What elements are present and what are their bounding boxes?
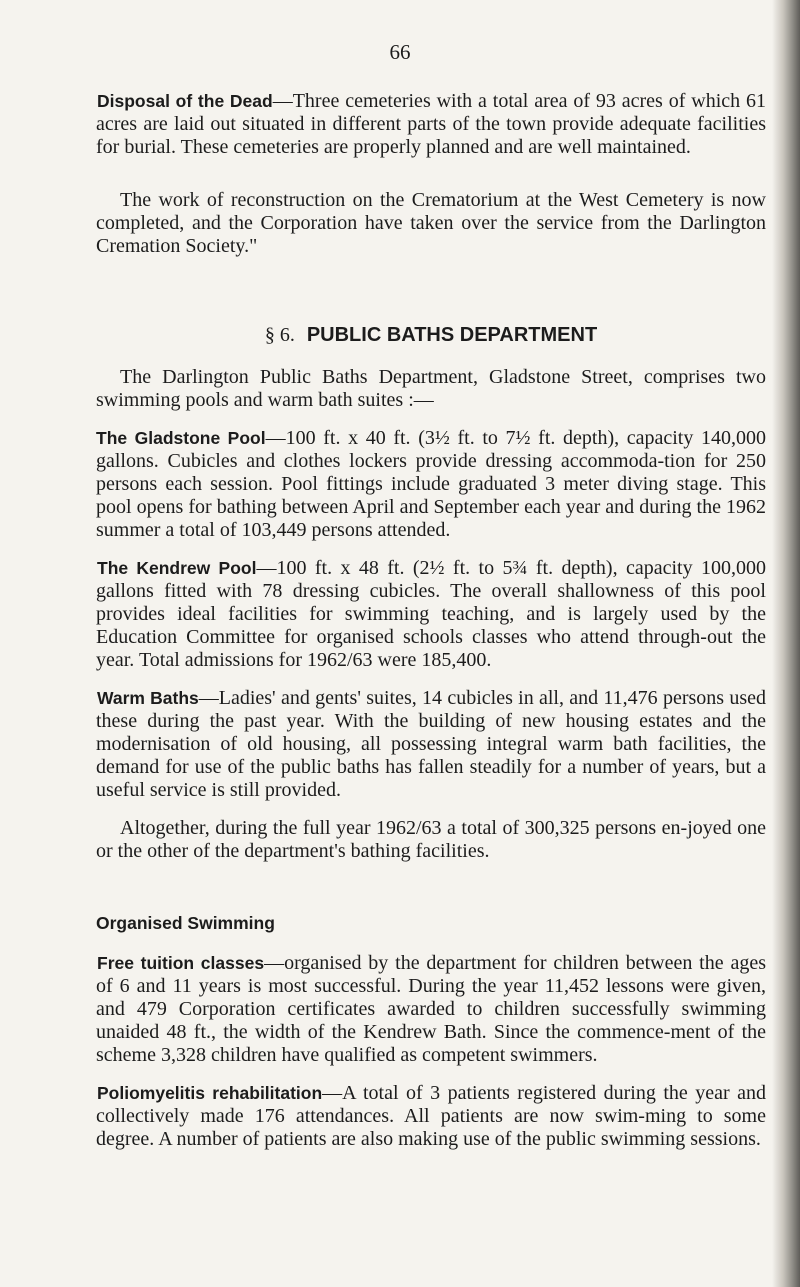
paragraph-polio: [96, 1082, 766, 1151]
section-number: § 6.: [264, 324, 295, 346]
paragraph-disposal: [96, 90, 766, 159]
body-kendrew: —100 ft. x 48 ft. (2½ ft. to 5¾ ft. depth), capacity 100,000 gallons fitted with 78 dressing cubicles. The overall shallowness of this pool provides ideal facilities for swimming teaching, and is largely used by the Education Committee for organised schools classes who attend through-out the year. Total admissions for 1962/63 were 185,400.: [96, 557, 766, 671]
lead-kendrew: The Kendrew Pool: [97, 558, 257, 578]
body-gladstone: —100 ft. x 40 ft. (3½ ft. to 7½ ft. depth), capacity 140,000 gallons. Cubicles and clothes lockers provide dressing accommoda-tion for 250 persons each session. Pool fittings include graduated 3 meter diving stage. This pool opens for bathing between April and September each year and during the 1962 summer a total of 103,449 persons attended.: [96, 427, 766, 541]
paragraph-baths-intro: [96, 366, 766, 412]
body-crematorium: The work of reconstruction on the Crematorium at the West Cemetery is now completed, and the Corporation have taken over the service from the Darlington Cremation Society.": [96, 189, 766, 257]
body-free-tuition: —organised by the department for children between the ages of 6 and 11 years is most successful. During the year 11,452 lessons were given, and 479 Corporation certificates awarded to children successfully swimming unaided 48 ft., the width of the Kendrew Bath. Since the commence-ment of the scheme 3,328 children have qualified as competent swimmers.: [96, 952, 766, 1066]
paragraph-warm-baths: [96, 687, 766, 802]
lead-free-tuition: Free tuition classes: [97, 953, 265, 973]
body-polio: —A total of 3 patients registered during the year and collectively made 176 attendances. All patients are now swim-ming to some degree. A number of patients are also making use of the public swimming sessions.: [96, 1082, 767, 1150]
body-baths-intro: The Darlington Public Baths Department, Gladstone Street, comprises two swimming pools and warm bath suites :—: [96, 366, 766, 411]
page-edge-shadow: [772, 0, 800, 1287]
paragraph-gladstone: [96, 427, 766, 542]
body-warm-baths: —Ladies' and gents' suites, 14 cubicles in all, and 11,476 persons used these during the past year. With the building of new housing estates and the modernisation of old housing, all possessing integral warm bath facilities, the demand for use of the public baths has fallen steadily for a number of years, but a useful service is still provided.: [96, 687, 766, 801]
text-column: [96, 90, 766, 1151]
section-title: PUBLIC BATHS DEPARTMENT: [306, 324, 598, 346]
body-altogether: Altogether, during the full year 1962/63 a total of 300,325 persons en-joyed one or the other of the department's bathing facilities.: [96, 817, 766, 862]
subheading-organised-swimming: Organised Swimming: [96, 913, 275, 933]
paragraph-kendrew: [96, 557, 766, 672]
lead-gladstone: The Gladstone Pool: [96, 428, 266, 448]
section-heading: [96, 324, 766, 347]
page-number: 66: [389, 40, 411, 64]
lead-disposal: Disposal of the Dead: [97, 91, 273, 111]
paragraph-altogether: [96, 817, 766, 863]
paragraph-crematorium: [96, 189, 766, 258]
paragraph-free-tuition: [96, 952, 766, 1067]
body-disposal: —Three cemeteries with a total area of 93 acres of which 61 acres are laid out situated in different parts of the town provide adequate facilities for burial. These cemeteries are properly planned and are well maintained.: [96, 90, 767, 158]
lead-polio: Poliomyelitis rehabilitation: [97, 1083, 323, 1103]
lead-warm-baths: Warm Baths: [97, 688, 199, 708]
